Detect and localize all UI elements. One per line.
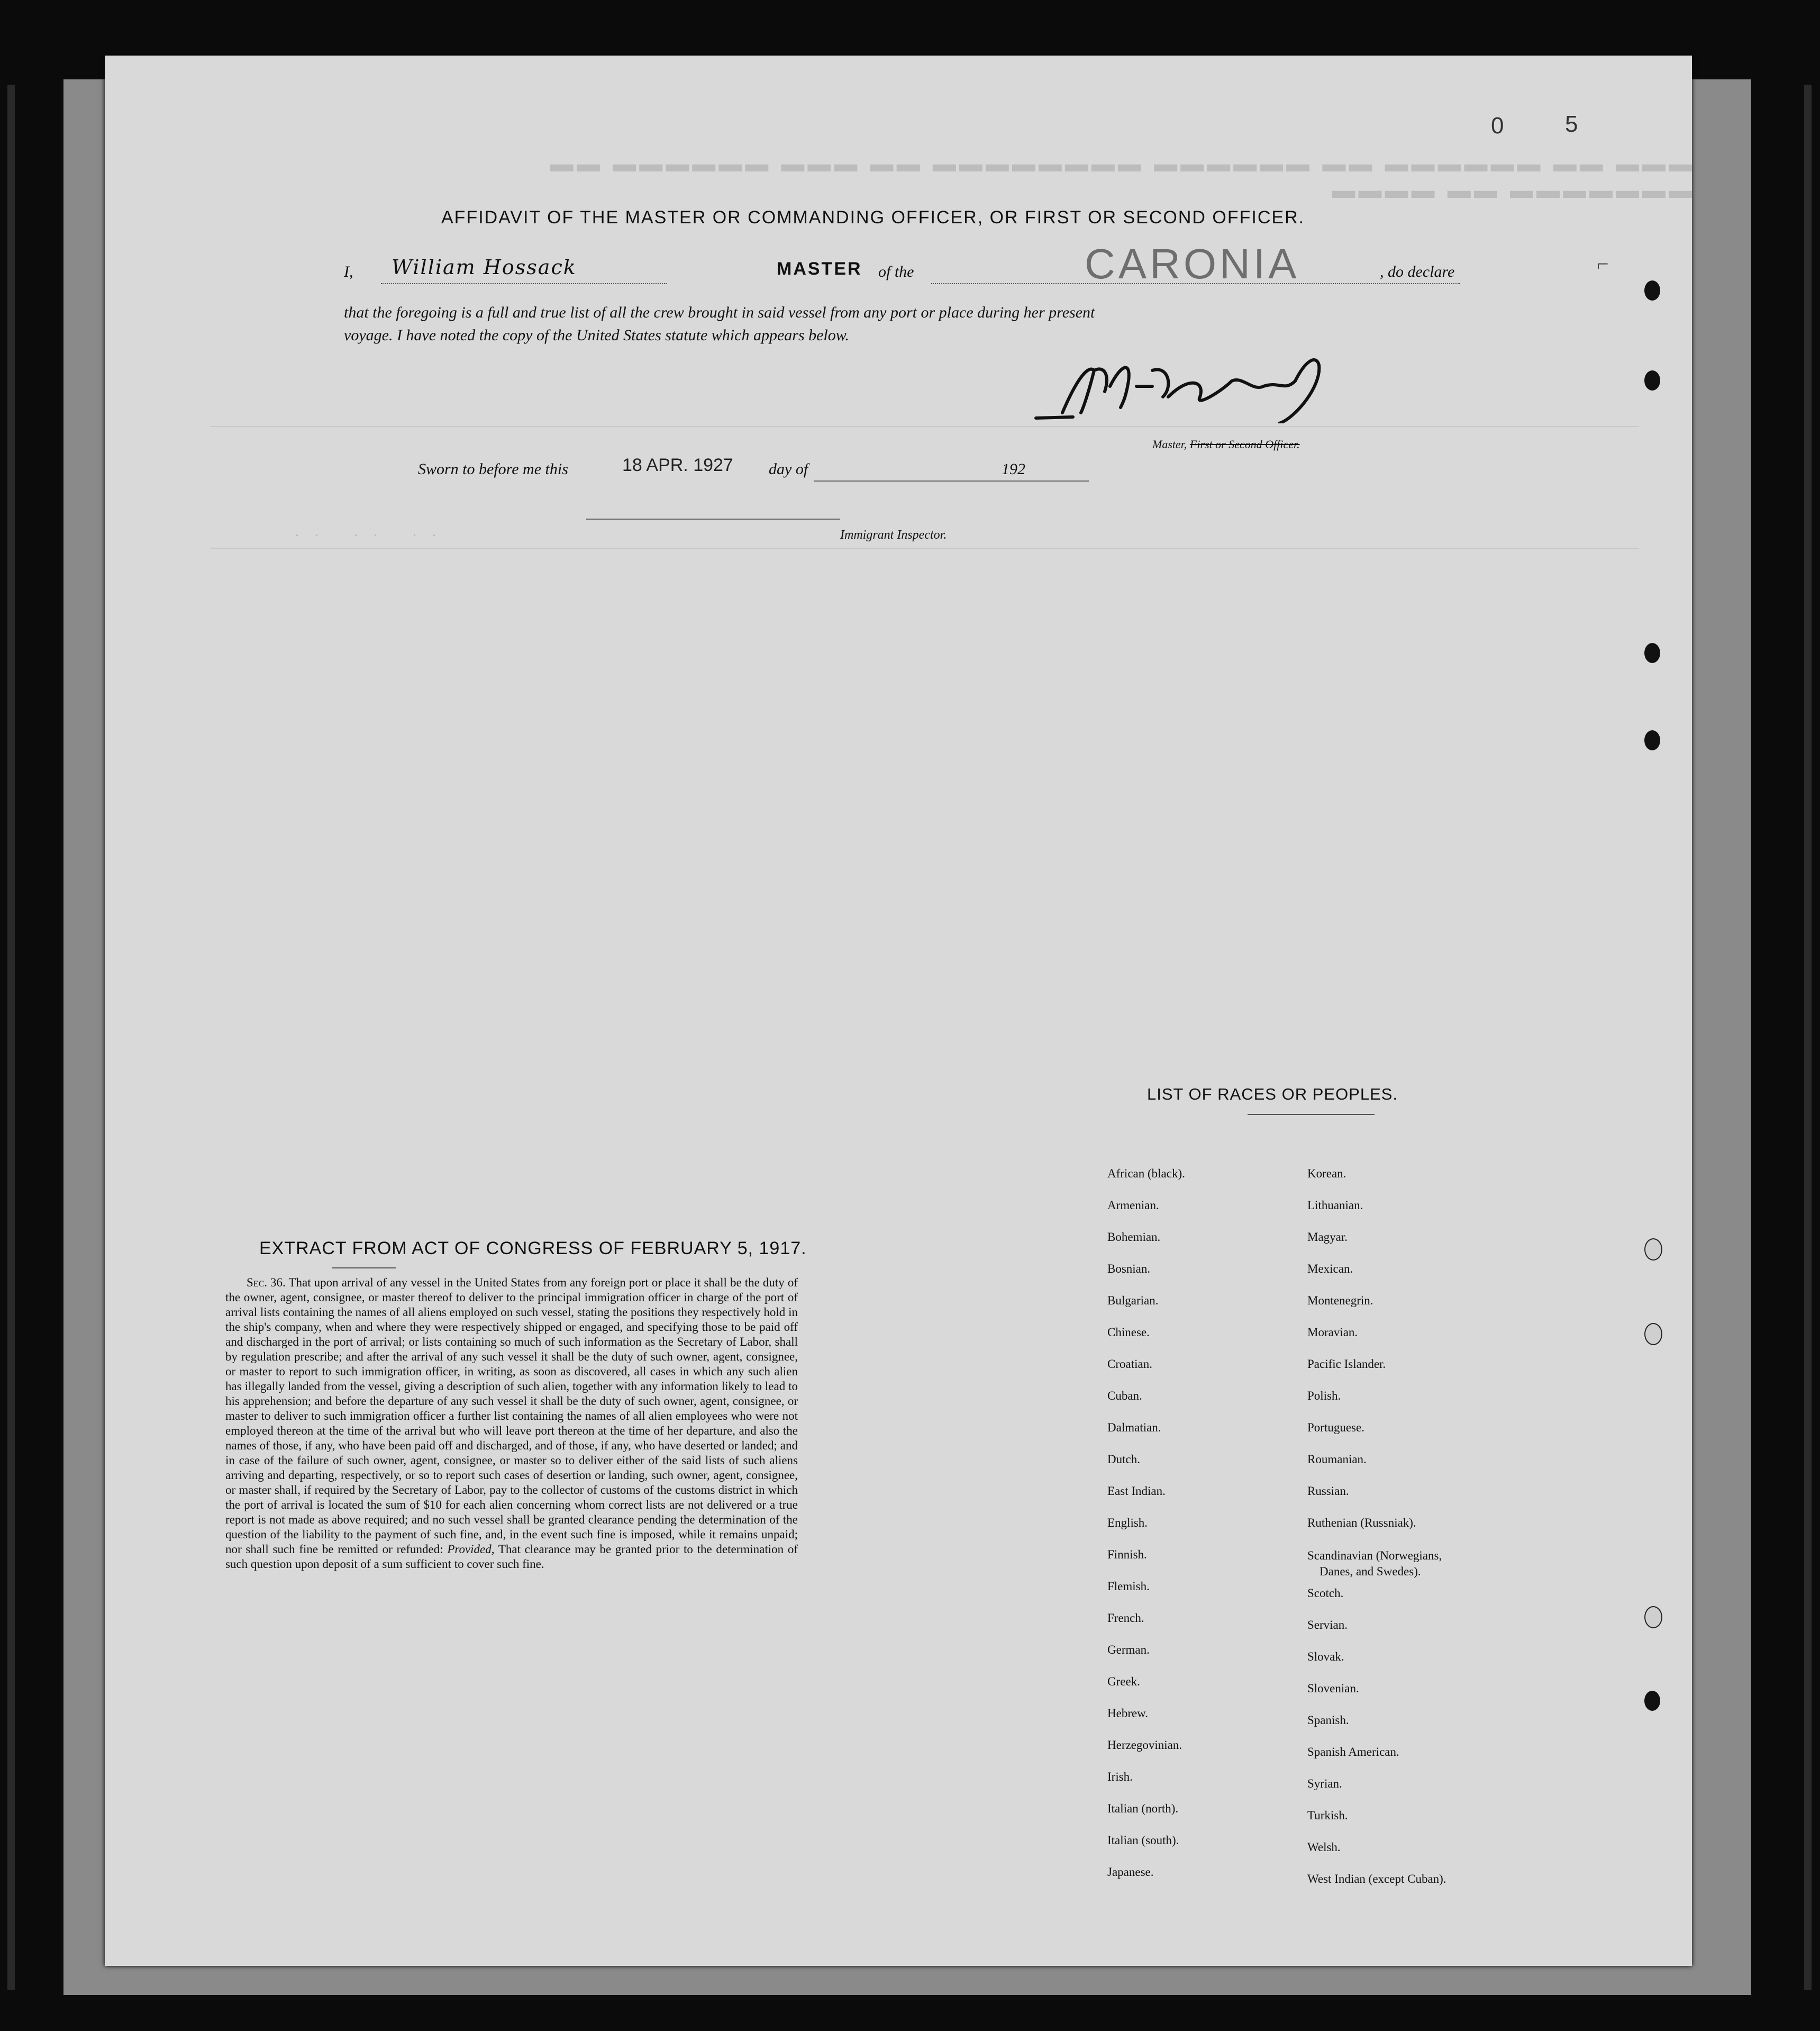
race-item: Syrian. [1307,1777,1342,1790]
extract-title: EXTRACT FROM ACT OF CONGRESS OF FEBRUARY 5, 1917. [259,1238,807,1258]
race-item: Flemish. [1107,1580,1150,1593]
race-item: Turkish. [1307,1809,1348,1822]
section-text: That upon arrival of any vessel in the United States from any foreign port or place it shall be the duty of the owner, agent, consignee, or master thereof to deliver to the principal immigration officer in charge of the port of arrival lists containing the names of all aliens employed on such vessel, stating the positions they respectively hold in the ship's company, when and where they were respectively shipped or engaged, and specifying those to be paid off and discharged in the port of arrival; or lists containing so much of such information as the Secretary of Labor, shall by regulation prescribe; and after the arrival of any such vessel it shall be the duty of such owner, agent, consignee, or master to report to such immigration officer, in writing, as soon as discovered, all cases in which any such alien has illegally landed from the vessel, giving a description of such alien, together with any information likely to lead to his apprehension; and before the departure of any such vessel it shall be the duty of such owner, agent, consignee, or master to deliver to such immigration officer a further list containing the names of all alien employees who were not employed thereon at the time of the arrival but who will leave port thereon at the time of her departure, and also the names of those, if any, who have been paid off and discharged, and of those, if any, who have deserted or landed; and in case of the failure of such owner, agent, consignee, or master so to deliver either of the said lists of such aliens arriving and departing, respectively, or so to report such cases of desertion or landing, such owner, agent, consignee, or master shall, if required by the Secretary of Labor, pay to the collector of customs of the customs district in which the port of arrival is located the sum of $10 for each alien concerning whom correct lists are not delivered or a true report is not made as above required; and no such vessel shall be granted clearance pending the determination of the question of the liability to the payment of such fine, and, in the event such fine is imposed, while it remains unpaid; nor shall such fine be remitted or refunded: [225,1276,798,1556]
race-item: West Indian (except Cuban). [1307,1872,1446,1885]
race-item: Croatian. [1107,1357,1152,1371]
race-item: Bulgarian. [1107,1294,1159,1307]
sworn-year: 192 [1002,460,1025,478]
officer-rank: MASTER [777,259,862,279]
punch-hole [1644,643,1660,663]
do-declare-label: , do declare [1380,263,1455,280]
inspector-label: Immigrant Inspector. [840,528,947,542]
signature-caption [1152,438,1300,451]
sworn-prefix: Sworn to before me this [418,460,568,478]
name-dotted-line [381,283,667,284]
race-item: Finnish. [1107,1548,1147,1561]
race-item: Spanish. [1307,1713,1349,1727]
race-item: Irish. [1107,1770,1133,1783]
race-item: Greek. [1107,1675,1140,1688]
race-item: Slovenian. [1307,1682,1359,1695]
inspector-signature-line [586,519,840,520]
race-item: East Indian. [1107,1484,1166,1498]
race-item: Armenian. [1107,1199,1159,1212]
officer-name: William Hossack [392,256,577,279]
race-item: French. [1107,1611,1144,1625]
affidavit-title: AFFIDAVIT OF THE MASTER OR COMMANDING OFFICER, OR FIRST OR SECOND OFFICER. [441,207,1305,228]
race-item: Bohemian. [1107,1230,1161,1244]
race-item: Chinese. [1107,1326,1150,1339]
races-title: LIST OF RACES OR PEOPLES. [1147,1085,1398,1103]
race-item: Italian (north). [1107,1802,1179,1815]
race-item: Welsh. [1307,1840,1341,1854]
race-item: Ruthenian (Russniak). [1307,1516,1416,1529]
race-item: Scandinavian (Norwegians, Danes, and Swedes). [1307,1549,1442,1578]
master-signature [1031,344,1327,423]
race-item: English. [1107,1516,1148,1529]
race-item: Herzegovinian. [1107,1738,1182,1752]
race-item: Japanese. [1107,1865,1154,1879]
punch-hole [1644,730,1660,750]
of-the-label: of the [878,263,914,280]
race-item: Portuguese. [1307,1421,1364,1434]
punch-hole [1644,1323,1662,1345]
bleed-through-heading: ▬▬▬ ▬▬ ▬▬▬▬▬▬ ▬▬ ▬▬▬▬▬▬ ▬▬▬▬▬▬▬▬ ▬▬ ▬▬▬ ▬▬▬▬▬▬ ▬▬ ▬▬▬▬▬▬▬ ▬▬ ▬▬▬▬ [547,151,1692,203]
sworn-line [418,460,568,478]
race-item: Slovak. [1307,1650,1344,1663]
scan-edge-right [1804,85,1812,1990]
punch-hole [1644,1606,1662,1628]
punch-hole [1644,1691,1660,1711]
race-item: Magyar. [1307,1230,1348,1244]
section-label: Sec. 36. [247,1276,286,1289]
race-item: African (black). [1107,1167,1185,1180]
races-rule [1248,1114,1375,1115]
race-item: Polish. [1307,1389,1341,1402]
race-item: Scotch. [1307,1586,1344,1600]
punch-hole [1644,1238,1662,1261]
sworn-date-stamp: 18 APR. 1927 [622,455,733,475]
race-item: German. [1107,1643,1150,1656]
proviso-text: That clearance may be granted prior to the determination of such question upon deposit of a sum sufficient to cover such fine. [225,1543,798,1571]
race-item: Mexican. [1307,1262,1353,1275]
caption-master: Master, [1152,438,1187,451]
race-item: Montenegrin. [1307,1294,1373,1307]
date-line [814,480,1089,482]
race-item: Cuban. [1107,1389,1142,1402]
race-item: Moravian. [1307,1326,1358,1339]
check-mark: ⌐ [1597,252,1609,276]
extract-rule [332,1267,396,1268]
race-item: Roumanian. [1307,1453,1367,1466]
race-item: Dalmatian. [1107,1421,1161,1434]
race-item: Dutch. [1107,1453,1140,1466]
document-page [105,56,1692,1966]
declaration-prefix: I, [344,263,353,280]
vessel-dotted-line [931,283,1460,284]
extract-body [225,1275,798,1572]
declaration-line [344,240,1508,294]
race-item: Lithuanian. [1307,1199,1363,1212]
race-item: Russian. [1307,1484,1349,1498]
vessel-name-stamp: CARONIA [1085,240,1300,287]
race-item: Bosnian. [1107,1262,1151,1275]
sworn-day-of: day of [769,460,808,478]
declaration-line-2: that the foregoing is a full and true list of all the crew brought in said vessel from any port or place during her present [344,304,1095,321]
race-item: Korean. [1307,1167,1346,1180]
race-item: Hebrew. [1107,1707,1149,1720]
race-item: Italian (south). [1107,1834,1179,1847]
punch-hole [1644,280,1660,301]
declaration-line-3: voyage. I have noted the copy of the United States statute which appears below. [344,327,850,344]
proviso-label: Provided, [447,1543,495,1556]
race-item: Servian. [1307,1618,1348,1631]
caption-struck-officer: First or Second Officer. [1189,438,1300,451]
page-number: 5 [1565,111,1578,137]
bleed-through-line [211,426,1639,427]
punch-hole [1644,370,1660,391]
race-item: Spanish American. [1307,1745,1399,1758]
zero-mark: 0 [1491,113,1504,139]
scan-edge-left [7,85,15,1990]
race-item: Pacific Islander. [1307,1357,1386,1371]
bleed-through-column: .. .. .. [295,523,452,540]
